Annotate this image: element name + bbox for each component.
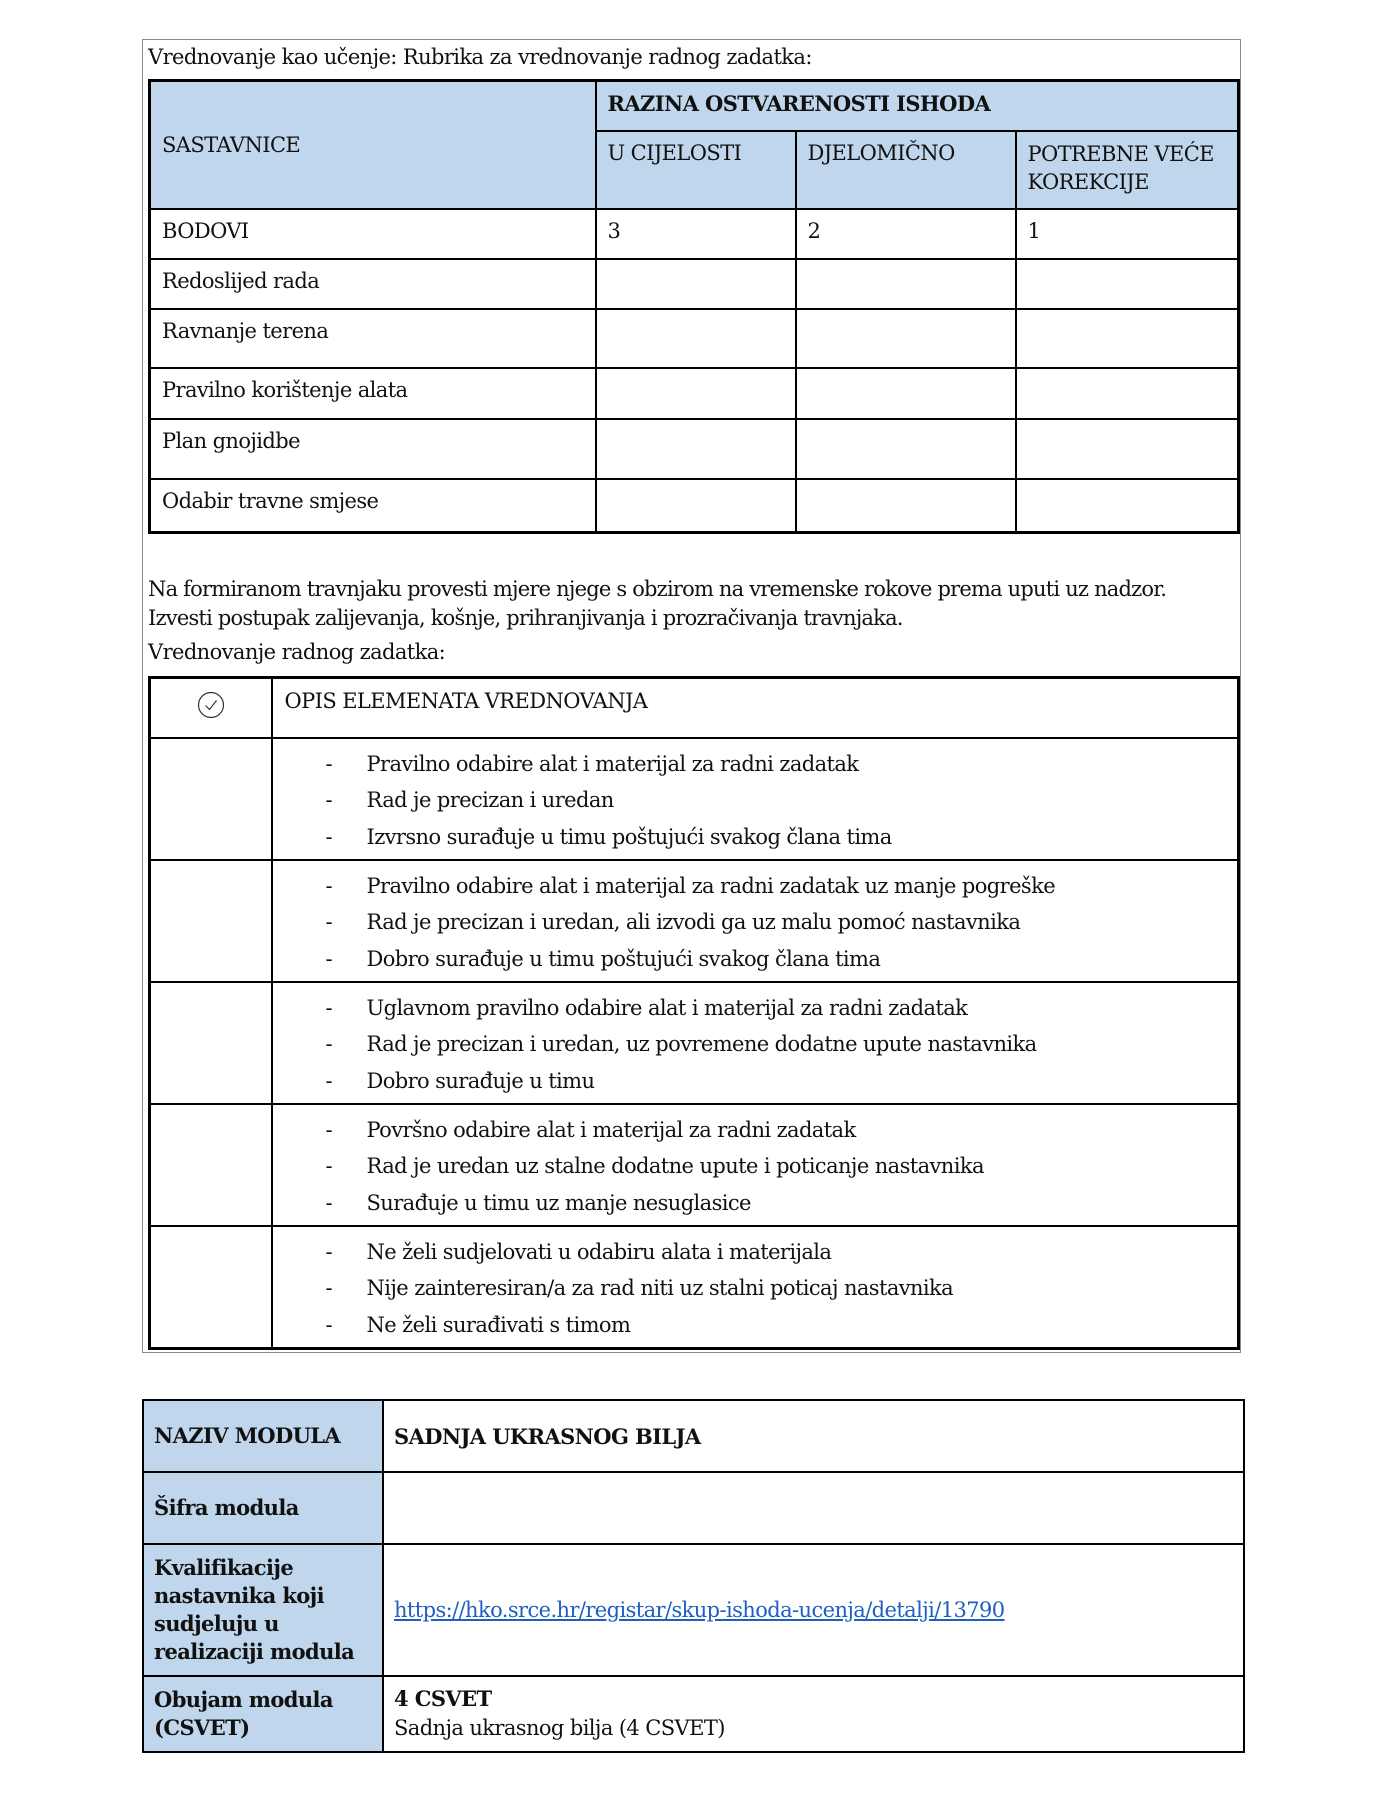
rubric-title: Vrednovanje kao učenje: Rubrika za vrednovanje radnog zadatka:: [148, 45, 812, 69]
table-row: [150, 309, 1239, 368]
header-sastavnice: SASTAVNICE: [150, 81, 596, 209]
volume-value-cell: [383, 1676, 1244, 1752]
score-cell[interactable]: [796, 419, 1016, 479]
score-cell[interactable]: [596, 309, 796, 368]
evaluation-table: [148, 676, 1240, 1350]
task-description: Na formiranom travnjaku provesti mjere njege s obzirom na vremenske rokove prema uputi uz nadzor. Izvesti postupak zalijevanja, košnje, prihranjivanja i prozračivanja travnjaka.: [148, 577, 1167, 630]
score-cell[interactable]: [1016, 479, 1239, 533]
score-cell[interactable]: [796, 259, 1016, 309]
rubric-table: [148, 79, 1240, 534]
evaluation-header: OPIS ELEMENATA VREDNOVANJA: [272, 678, 1239, 738]
module-name-label: NAZIV MODULA: [143, 1400, 383, 1472]
evaluation-row: [150, 1104, 1239, 1226]
evaluation-label: Vrednovanje radnog zadatka:: [148, 640, 446, 664]
list-item: - Ne želi surađivati s timom: [325, 1312, 631, 1337]
evaluation-check-cell[interactable]: [150, 1226, 272, 1349]
module-code-value: [383, 1472, 1244, 1544]
points-value: 3: [596, 209, 796, 259]
score-cell[interactable]: [596, 259, 796, 309]
row-label: Plan gnojidbe: [150, 419, 596, 479]
points-label: BODOVI: [150, 209, 596, 259]
check-header-cell: [150, 678, 272, 738]
score-cell[interactable]: [596, 479, 796, 533]
table-row: [150, 259, 1239, 309]
score-cell[interactable]: [1016, 259, 1239, 309]
row-label: Redoslijed rada: [150, 259, 596, 309]
header-razina: RAZINA OSTVARENOSTI ISHODA: [596, 81, 1239, 131]
list-item: - Izvrsno surađuje u timu poštujući svakog člana tima: [325, 824, 892, 849]
volume-label: Obujam modula (CSVET): [143, 1676, 383, 1752]
table-row: [150, 368, 1239, 419]
row-label: Ravnanje terena: [150, 309, 596, 368]
list-item: - Pravilno odabire alat i materijal za radni zadatak uz manje pogreške: [325, 873, 1056, 898]
list-item: - Nije zainteresiran/a za rad niti uz stalni poticaj nastavnika: [325, 1276, 954, 1300]
table-row: [143, 1400, 1244, 1472]
evaluation-check-cell[interactable]: [150, 738, 272, 860]
header-level-full: U CIJELOSTI: [596, 131, 796, 209]
row-label: Pravilno korištenje alata: [150, 368, 596, 419]
criteria-list: [274, 862, 1237, 978]
list-item: - Surađuje u timu uz manje nesuglasice: [325, 1190, 751, 1215]
evaluation-check-cell[interactable]: [150, 860, 272, 982]
score-cell[interactable]: [796, 368, 1016, 419]
score-cell[interactable]: [1016, 309, 1239, 368]
evaluation-row: [150, 738, 1239, 860]
header-level-partial: DJELOMIČNO: [796, 131, 1016, 209]
list-item: - Ne želi sudjelovati u odabiru alata i materijala: [325, 1239, 832, 1264]
qualifications-label: Kvalifikacije nastavnika koji sudjeluju u realizaciji modula: [143, 1544, 383, 1676]
evaluation-row: [150, 982, 1239, 1104]
points-row: [150, 209, 1239, 259]
list-item: - Rad je precizan i uredan: [325, 788, 614, 812]
criteria-list: [274, 740, 1237, 856]
criteria-list: [274, 984, 1237, 1100]
header-level-corrections: POTREBNE VEĆE KOREKCIJE: [1016, 131, 1239, 209]
score-cell[interactable]: [796, 309, 1016, 368]
evaluation-row: [150, 1226, 1239, 1349]
list-item: - Rad je precizan i uredan, ali izvodi ga uz malu pomoć nastavnika: [325, 910, 1021, 934]
evaluation-check-cell[interactable]: [150, 982, 272, 1104]
evaluation-row: [150, 860, 1239, 982]
list-item: - Rad je uredan uz stalne dodatne upute i poticanje nastavnika: [325, 1154, 984, 1178]
circle-check-icon: [197, 691, 225, 719]
qualifications-value: [383, 1544, 1244, 1676]
score-cell[interactable]: [796, 479, 1016, 533]
points-value: 1: [1016, 209, 1239, 259]
score-cell[interactable]: [596, 419, 796, 479]
volume-detail: Sadnja ukrasnog bilja (4 CSVET): [394, 1716, 725, 1740]
list-item: - Rad je precizan i uredan, uz povremene dodatne upute nastavnika: [325, 1032, 1037, 1056]
module-table: [142, 1399, 1245, 1753]
row-label: Odabir travne smjese: [150, 479, 596, 533]
list-item: - Pravilno odabire alat i materijal za radni zadatak: [325, 751, 859, 776]
list-item: - Dobro surađuje u timu: [325, 1068, 595, 1093]
criteria-list: [274, 1228, 1237, 1344]
table-row: [150, 419, 1239, 479]
score-cell[interactable]: [1016, 419, 1239, 479]
table-row: [143, 1544, 1244, 1676]
module-name-value: SADNJA UKRASNOG BILJA: [383, 1400, 1244, 1472]
module-code-label: Šifra modula: [143, 1472, 383, 1544]
score-cell[interactable]: [596, 368, 796, 419]
rubric-frame: [142, 39, 1241, 1353]
criteria-list: [274, 1106, 1237, 1222]
score-cell[interactable]: [1016, 368, 1239, 419]
list-item: - Dobro surađuje u timu poštujući svakog člana tima: [325, 946, 881, 971]
points-value: 2: [796, 209, 1016, 259]
table-row: [150, 479, 1239, 533]
evaluation-check-cell[interactable]: [150, 1104, 272, 1226]
list-item: - Uglavnom pravilno odabire alat i materijal za radni zadatak: [325, 995, 968, 1020]
list-item: - Površno odabire alat i materijal za radni zadatak: [325, 1117, 856, 1142]
qualifications-link[interactable]: https://hko.srce.hr/registar/skup-ishoda-ucenja/detalji/13790: [394, 1598, 1005, 1622]
volume-value: 4 CSVET: [394, 1686, 492, 1711]
table-row: [143, 1676, 1244, 1752]
table-row: [143, 1472, 1244, 1544]
